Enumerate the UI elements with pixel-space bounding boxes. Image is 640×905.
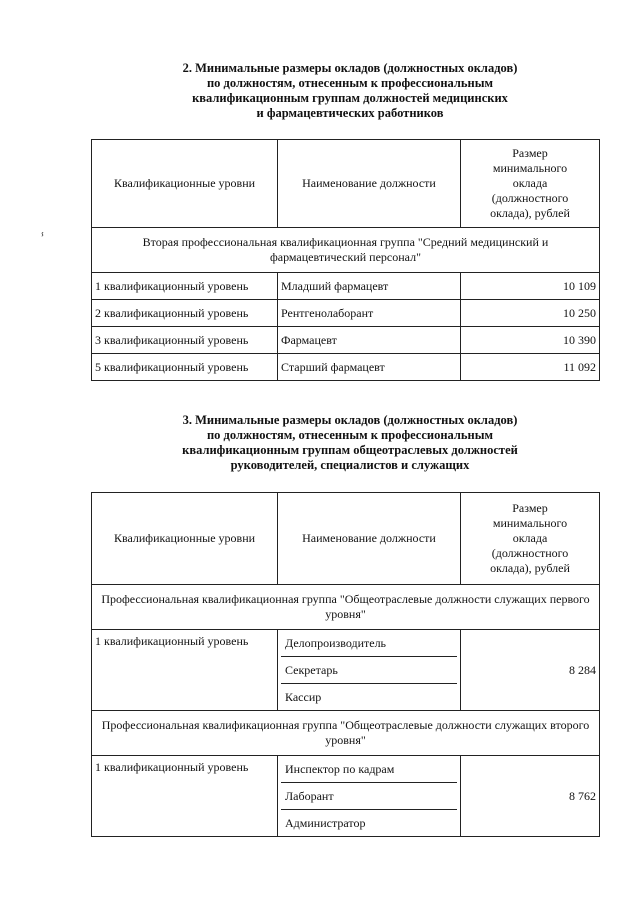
position-item: Делопроизводитель (281, 630, 457, 657)
group-row (92, 585, 600, 630)
medical-salary-table (91, 139, 600, 381)
title-line: по должностям, отнесенным к профессиональным (206, 428, 494, 442)
salary-cell: 8 284 (461, 630, 600, 711)
group-title: Вторая профессиональная квалификационная группа "Средний медицинский и фармацевтический персонал" (92, 228, 600, 273)
level-cell: 1 квалификационный уровень (92, 756, 278, 837)
title-line: квалификационным группам должностей медицинских (192, 91, 508, 105)
salary-cell: 10 109 (461, 273, 600, 300)
table-row (92, 354, 600, 381)
header-position: Наименование должности (278, 140, 461, 228)
level-cell: 1 квалификационный уровень (92, 273, 278, 300)
group-row (92, 711, 600, 756)
salary-cell: 8 762 (461, 756, 600, 837)
level-cell: 3 квалификационный уровень (92, 327, 278, 354)
margin-mark: ⸯ (39, 233, 46, 247)
salary-cell: 10 390 (461, 327, 600, 354)
header-levels: Квалификационные уровни (92, 493, 278, 585)
group-row (92, 228, 600, 273)
position-item: Кассир (285, 690, 322, 704)
position-cell: Старший фармацевт (278, 354, 461, 381)
salary-cell: 11 092 (461, 354, 600, 381)
title-line: квалификационным группам общеотраслевых должностей (182, 443, 518, 457)
positions-cell (278, 756, 461, 837)
table-row (92, 630, 600, 711)
table-row (92, 273, 600, 300)
group-title: Профессиональная квалификационная группа "Общеотраслевые должности служащих второго уровня" (92, 711, 600, 756)
salary-cell: 10 250 (461, 300, 600, 327)
table-row (92, 756, 600, 837)
title-line: 2. Минимальные размеры окладов (должностных окладов) (182, 61, 518, 75)
general-salary-table (91, 492, 600, 837)
level-cell: 5 квалификационный уровень (92, 354, 278, 381)
title-line: руководителей, специалистов и служащих (230, 458, 470, 472)
section-3-title (100, 413, 600, 473)
position-item: Секретарь (281, 657, 457, 684)
table-row (92, 327, 600, 354)
title-line: 3. Минимальные размеры окладов (должностных окладов) (182, 413, 518, 427)
header-levels: Квалификационные уровни (92, 140, 278, 228)
title-line: и фармацевтических работников (256, 106, 444, 120)
section-2-title (100, 61, 600, 121)
level-cell: 2 квалификационный уровень (92, 300, 278, 327)
table-row (92, 300, 600, 327)
position-cell: Рентгенолаборант (278, 300, 461, 327)
positions-cell (278, 630, 461, 711)
header-position: Наименование должности (278, 493, 461, 585)
position-item: Инспектор по кадрам (281, 756, 457, 783)
header-salary: Размер минимального оклада (должностного оклада), рублей (461, 140, 600, 228)
position-item: Лаборант (281, 783, 457, 810)
group-title: Профессиональная квалификационная группа "Общеотраслевые должности служащих первого уровня" (92, 585, 600, 630)
level-cell: 1 квалификационный уровень (92, 630, 278, 711)
position-item: Администратор (285, 816, 366, 830)
table-header-row (92, 493, 600, 585)
table-header-row (92, 140, 600, 228)
header-salary: Размер минимального оклада (должностного оклада), рублей (461, 493, 600, 585)
title-line: по должностям, отнесенным к профессиональным (206, 76, 494, 90)
position-cell: Младший фармацевт (278, 273, 461, 300)
position-cell: Фармацевт (278, 327, 461, 354)
